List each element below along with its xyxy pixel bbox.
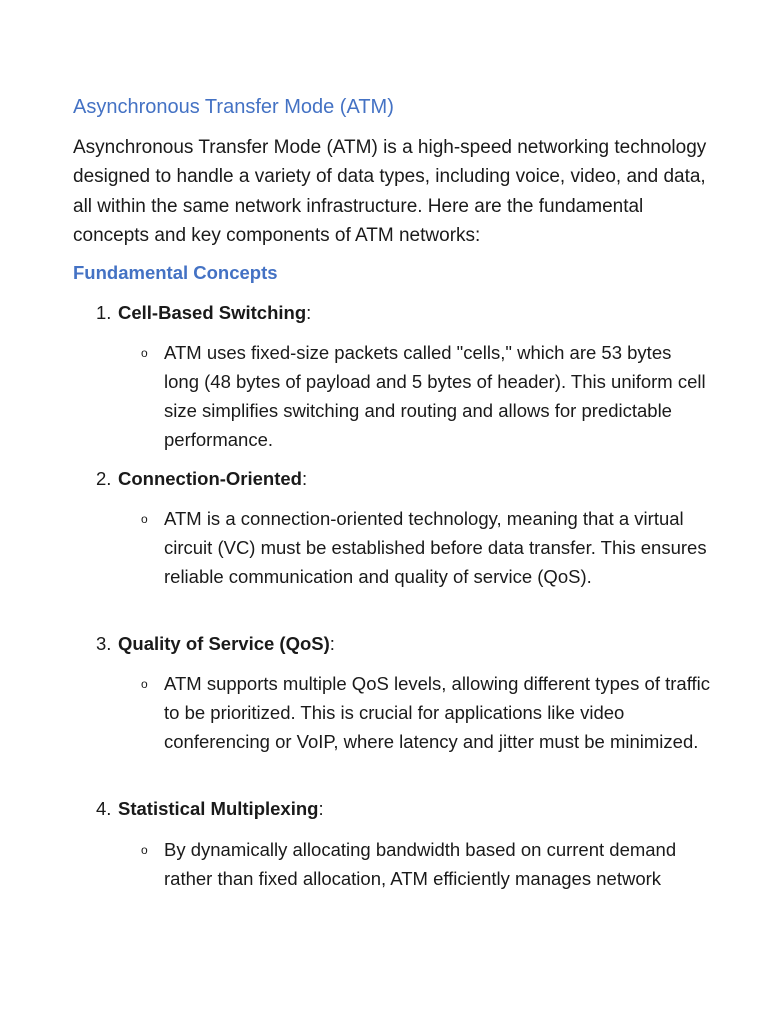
list-item-bullet [141,835,711,893]
bullet-text: ATM supports multiple QoS levels, allowing different types of traffic to be prioritized. This is crucial for applications like video conferencing or VoIP, where latency and jitter must be minimized. [164,673,710,752]
bullet-marker-icon: o [141,843,148,857]
bullet-text: ATM uses fixed-size packets called "cells," which are 53 bytes long (48 bytes of payload and 5 bytes of header). This uniform cell size simplifies switching and routing and allows for predictable performance. [164,342,706,450]
list-item-heading [96,466,307,492]
list-item-heading [96,796,324,822]
list-item-suffix: : [329,633,335,654]
document-title: Asynchronous Transfer Mode (ATM) [73,96,394,118]
list-item-term: Statistical Multiplexing [118,798,319,819]
list-item-bullet [141,338,711,454]
list-item-heading [96,300,311,326]
list-item-term: Quality of Service (QoS) [118,633,330,654]
list-item-bullet [141,504,711,591]
bullet-text: By dynamically allocating bandwidth based on current demand rather than fixed allocation, ATM efficiently manages network [164,839,677,889]
list-item-number: 3. [96,633,112,654]
list-item-heading [96,631,335,657]
list-item-term: Cell-Based Switching [118,302,307,323]
bullet-marker-icon: o [141,512,148,526]
list-item-number: 4. [96,798,112,819]
list-item-number: 2. [96,468,112,489]
intro-paragraph: Asynchronous Transfer Mode (ATM) is a high-speed networking technology designed to handle a variety of data types, including voice, video, and data, all within the same network infrastructure. Here are the fundamental concepts and key components of ATM networks: [73,137,707,246]
list-item-suffix: : [301,468,308,489]
list-item-bullet [141,669,711,756]
bullet-text: ATM is a connection-oriented technology, meaning that a virtual circuit (VC) must be established before data transfer. This ensures reliable communication and quality of service (QoS). [164,508,707,587]
list-item-number: 1. [96,302,112,323]
bullet-marker-icon: o [141,346,148,360]
bullet-marker-icon: o [141,677,148,691]
list-item-term: Connection-Oriented [118,468,302,489]
section-heading: Fundamental Concepts [73,262,278,283]
list-item-suffix: : [306,302,312,323]
list-item-suffix: : [318,798,324,819]
